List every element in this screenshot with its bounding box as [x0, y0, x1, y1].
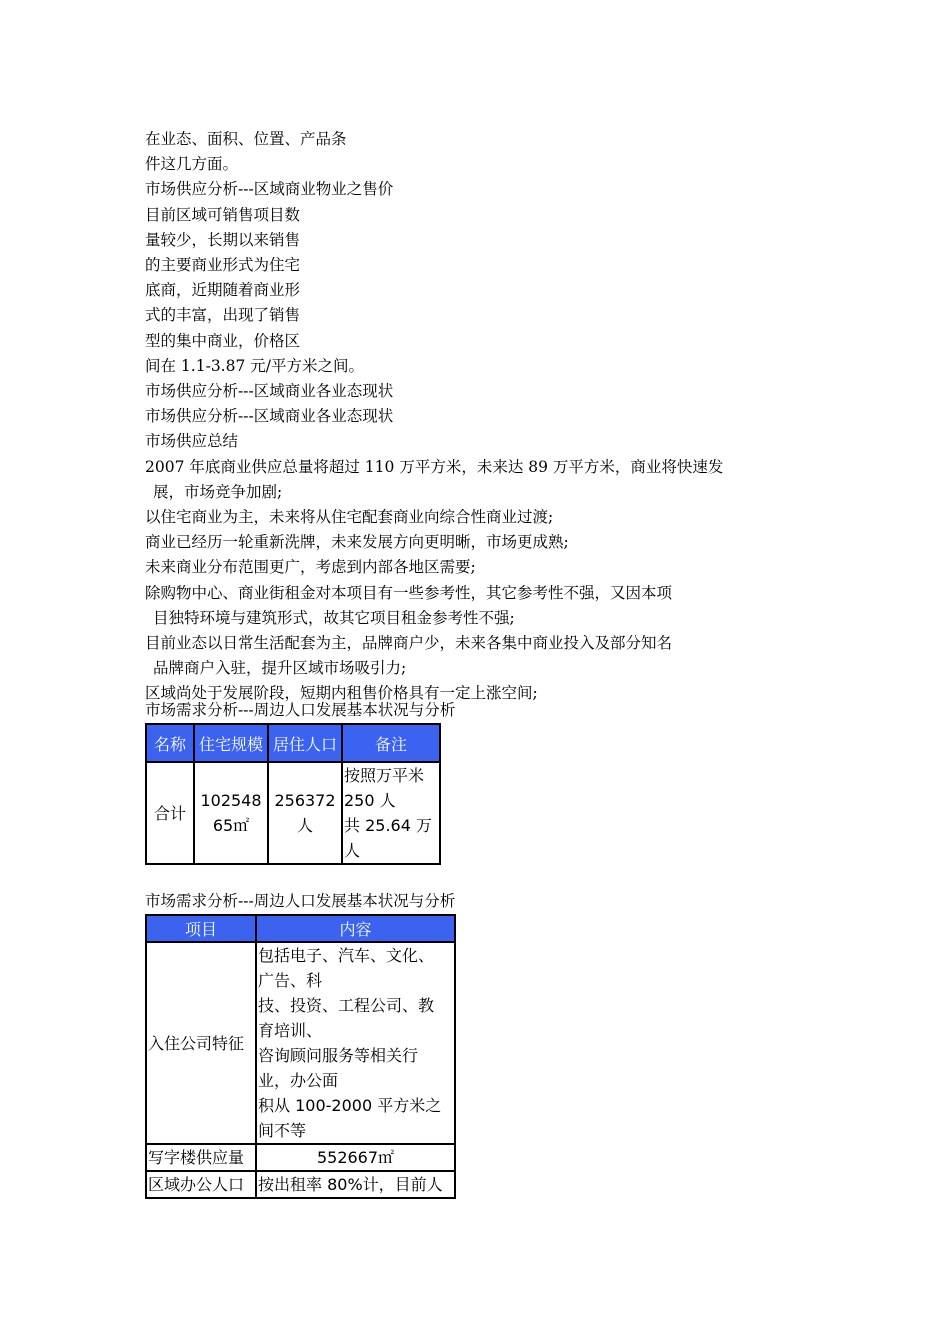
table-row — [146, 1171, 455, 1198]
summary-item — [145, 581, 785, 631]
section-heading: 市场供应总结 — [145, 432, 239, 451]
section-heading-demand-2: 市场需求分析---周边人口发展基本状况与分析 — [145, 892, 456, 910]
summary-text-cont: 目独特环境与建筑形式，故其它项目租金参考性不强; — [153, 608, 515, 627]
cell-line: 育培训、 — [258, 1021, 323, 1040]
table-cell — [268, 762, 342, 864]
summary-item: 以住宅商业为主，未来将从住宅配套商业向综合性商业过渡; — [145, 508, 554, 527]
cell-line: 咨询顾问服务等相关行 — [258, 1046, 419, 1065]
cell-line: 包括电子、汽车、文化、 — [258, 946, 435, 965]
table-cell — [194, 762, 268, 864]
text-line: 式的丰富，出现了销售 — [145, 306, 301, 325]
table-cell: 按出租率 80%计，目前人 — [256, 1171, 455, 1198]
table-cell: 写字楼供应量 — [146, 1144, 256, 1171]
text-line: 在业态、面积、位置、产品条 — [145, 130, 347, 148]
text-line: 的主要商业形式为住宅 — [145, 256, 301, 275]
table-cell — [256, 942, 455, 1144]
summary-text: 2007 年底商业供应总量将超过 110 万平方米，未来达 89 万平方米，商业将快速发 — [145, 457, 724, 476]
cell-line: 广告、科 — [258, 971, 323, 990]
column-header: 内容 — [256, 915, 455, 942]
summary-item: 商业已经历一轮重新洗牌，未来发展方向更明晰，市场更成熟; — [145, 533, 569, 552]
table-row — [146, 762, 440, 864]
column-header: 备注 — [342, 724, 440, 762]
table-header-row — [146, 724, 440, 762]
population-table — [145, 723, 441, 865]
column-header: 项目 — [146, 915, 256, 942]
table-header-row — [146, 915, 455, 942]
body-text — [145, 127, 785, 707]
section-heading: 市场供应分析---区域商业物业之售价 — [145, 180, 394, 199]
cell-line: 间不等 — [258, 1121, 307, 1140]
text-line: 型的集中商业，价格区 — [145, 331, 301, 350]
summary-item: 未来商业分布范围更广，考虑到内部各地区需要; — [145, 558, 476, 577]
cell-line: 积从 100-2000 平方米之 — [258, 1096, 442, 1115]
summary-text-cont: 展，市场竞争加剧; — [153, 482, 283, 501]
text-line: 目前区域可销售项目数 — [145, 205, 301, 224]
column-header: 住宅规模 — [194, 724, 268, 762]
table-cell: 552667㎡ — [256, 1144, 455, 1171]
cell-line: 共 25.64 万 — [344, 816, 432, 835]
cell-line: 人 — [344, 841, 361, 860]
cell-line: 按照万平米 — [344, 766, 425, 785]
table-cell — [342, 762, 440, 864]
table-row — [146, 942, 455, 1144]
cell-line: 250 人 — [344, 791, 396, 810]
summary-item: 区域尚处于发展阶段，短期内租售价格具有一定上涨空间; — [145, 684, 538, 703]
cell-line: 业，办公面 — [258, 1071, 339, 1090]
column-header: 居住人口 — [268, 724, 342, 762]
text-line: 间在 1.1-3.87 元/平方米之间。 — [145, 356, 364, 375]
summary-text-cont: 品牌商户入驻，提升区域市场吸引力; — [153, 659, 407, 678]
summary-text: 除购物中心、商业街租金对本项目有一些参考性，其它参考性不强，又因本项 — [145, 583, 673, 602]
summary-item — [145, 631, 785, 681]
text-line: 量较少，长期以来销售 — [145, 230, 301, 249]
section-heading-demand-1: 市场需求分析---周边人口发展基本状况与分析 — [145, 701, 456, 719]
cell-line: 102548 — [200, 791, 262, 810]
cell-line: 人 — [296, 816, 313, 835]
table-cell: 合计 — [146, 762, 194, 864]
text-line: 底商，近期随着商业形 — [145, 281, 301, 300]
table-cell: 区域办公人口 — [146, 1171, 256, 1198]
table-row — [146, 1144, 455, 1171]
summary-text: 目前业态以日常生活配套为主，品牌商户少，未来各集中商业投入及部分知名 — [145, 634, 673, 653]
cell-line: 256372 — [274, 791, 336, 810]
section-heading: 市场供应分析---区域商业各业态现状 — [145, 382, 394, 401]
column-header: 名称 — [146, 724, 194, 762]
text-line: 件这几方面。 — [145, 155, 239, 174]
office-table — [145, 914, 456, 1199]
section-heading: 市场供应分析---区域商业各业态现状 — [145, 407, 394, 426]
table-cell: 入住公司特征 — [146, 942, 256, 1144]
summary-item — [145, 455, 785, 505]
cell-line: 技、投资、工程公司、教 — [258, 996, 435, 1015]
cell-line: 65㎡ — [212, 816, 250, 835]
